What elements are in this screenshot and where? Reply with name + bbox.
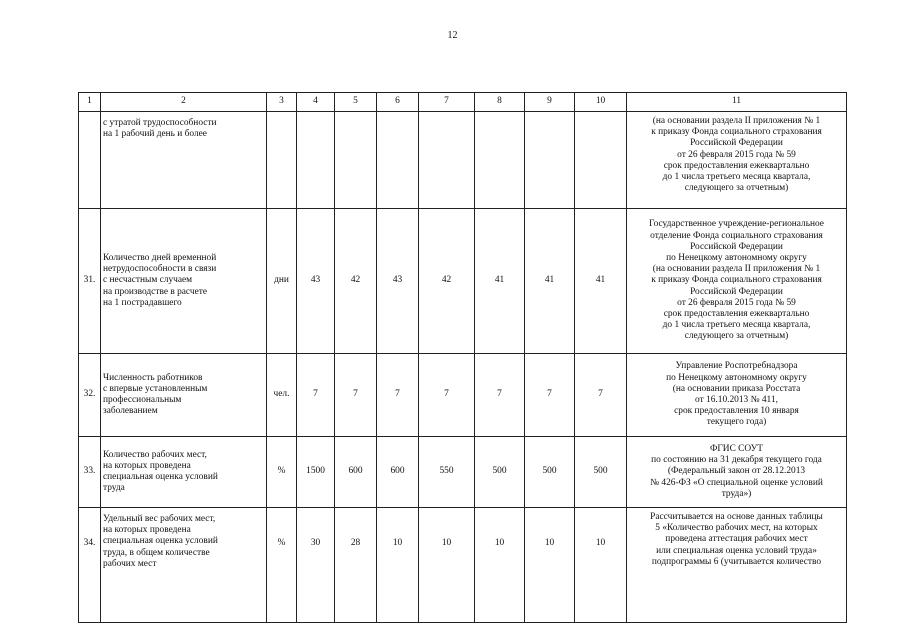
indicator-description (101, 209, 267, 354)
value-cell (377, 112, 419, 209)
text-line: Управление Роспотребнадзора (675, 361, 798, 372)
value-cell: 550 (419, 437, 475, 508)
value-cell: 600 (377, 437, 419, 508)
text-line: (на основании раздела II приложения № 1 (652, 116, 821, 126)
text-line: на производстве в расчете (103, 286, 208, 297)
text-line: до 1 числа третьего месяца квартала, (662, 172, 811, 183)
value-cell: 10 (475, 508, 525, 623)
value-cell: 7 (525, 354, 575, 437)
row-number: 32. (79, 354, 101, 437)
header-cell: 9 (525, 93, 575, 112)
value-cell (525, 112, 575, 209)
text-line: до 1 числа третьего месяца квартала, (662, 320, 811, 331)
value-cell (475, 112, 525, 209)
text-line: труда») (721, 488, 752, 499)
text-line: по Ненецкому автономному округу (666, 372, 807, 383)
text-line: от 26 февраля 2015 года № 59 (677, 297, 796, 308)
text-line: к приказу Фонда социального страхования (651, 127, 822, 138)
data-source-cell (627, 112, 847, 209)
value-cell (297, 112, 335, 209)
text-line: на которых проведена (103, 525, 191, 536)
text-line: к приказу Фонда социального страхования (651, 275, 822, 286)
unit-cell: дни (267, 209, 297, 354)
text-line: (Федеральный закон от 28.12.2013 (667, 466, 806, 477)
header-cell: 4 (297, 93, 335, 112)
text-line: с несчастным случаем (103, 275, 193, 286)
data-source-cell (627, 508, 847, 623)
text-line: Российской Федерации (690, 138, 783, 149)
text-line: отделение Фонда социального страхования (650, 230, 823, 241)
table-row-32 (79, 354, 847, 437)
text-line: проведена аттестация рабочих мест (665, 534, 808, 545)
text-line: Количество рабочих мест, (103, 449, 207, 460)
text-line: специальная оценка условий (103, 472, 218, 482)
value-cell: 500 (525, 437, 575, 508)
text-line: на которых проведена (103, 460, 191, 471)
unit-cell: % (267, 437, 297, 508)
value-cell: 7 (419, 354, 475, 437)
text-line: от 16.10.2013 № 411, (695, 395, 778, 405)
text-line: по состоянию на 31 декабря текущего года (651, 455, 822, 466)
header-cell: 8 (475, 93, 525, 112)
text-line: Рассчитывается на основе данных таблицы (650, 512, 823, 522)
value-cell (575, 112, 627, 209)
text-line: срок предоставления ежеквартально (663, 160, 810, 171)
text-line: труда (103, 483, 125, 494)
text-line: Количество дней временной (103, 252, 217, 263)
row-number: 31. (79, 209, 101, 354)
value-cell: 1500 (297, 437, 335, 508)
text-line: по Ненецкому автономному округу (666, 252, 807, 263)
row-number (79, 508, 101, 623)
header-cell: 5 (335, 93, 377, 112)
text-line: Государственное учреждение-региональное (649, 219, 824, 230)
text-line: срок предоставления ежеквартально (663, 309, 810, 319)
text-line: Численность работников (103, 372, 203, 383)
text-line: на 1 рабочий день и более (103, 129, 207, 140)
table-row-31 (79, 209, 847, 354)
header-cell: 2 (101, 93, 267, 112)
value-cell (419, 112, 475, 209)
text-line: текущего года) (706, 417, 767, 428)
value-cell: 28 (335, 508, 377, 623)
text-line: Российской Федерации (690, 241, 783, 252)
value-cell: 10 (419, 508, 475, 623)
text-line: следующего за отчетным) (684, 183, 789, 194)
text-line: труда, в общем количестве (103, 547, 210, 558)
text-line: Удельный вес рабочих мест, (103, 514, 216, 524)
text-line: профессиональным (103, 395, 182, 405)
unit-cell: чел. (267, 354, 297, 437)
text-line: ФГИС СОУТ (709, 443, 764, 454)
text-line: рабочих мест (103, 558, 157, 569)
data-source-cell (627, 209, 847, 354)
indicator-description (101, 354, 267, 437)
indicator-description (101, 508, 267, 623)
value-cell: 42 (335, 209, 377, 354)
text-line: с впервые установленным (103, 383, 208, 394)
text-line: с утратой трудоспособности (103, 118, 217, 128)
value-cell: 41 (575, 209, 627, 354)
indicator-description (101, 112, 267, 209)
text-line: специальная оценка условий (103, 536, 218, 547)
text-line: от 26 февраля 2015 года № 59 (677, 149, 796, 160)
value-cell: 30 (297, 508, 335, 623)
page-number: 12 (447, 30, 458, 41)
value-cell: 500 (475, 437, 525, 508)
data-source-cell (627, 354, 847, 437)
text-line: (на основании раздела II приложения № 1 (652, 264, 821, 275)
text-line: или специальная оценка условий труда» (656, 545, 817, 556)
text-line: (на основании приказа Росстата (672, 383, 801, 394)
table-row-continuation (79, 112, 847, 209)
header-row (79, 93, 847, 112)
value-cell: 10 (575, 508, 627, 623)
header-cell: 11 (627, 93, 847, 112)
value-cell: 43 (297, 209, 335, 354)
row-number: 33. (79, 437, 101, 508)
table-row-33 (79, 437, 847, 508)
header-cell: 10 (575, 93, 627, 112)
value-cell: 600 (335, 437, 377, 508)
row-number-cell (79, 112, 101, 209)
text-line: подпрограммы 6 (учитывается количество (651, 556, 822, 567)
header-cell: 3 (267, 93, 297, 112)
header-cell: 1 (79, 93, 101, 112)
text-line: 5 «Количество рабочих мест, на которых (655, 523, 818, 534)
value-cell: 7 (575, 354, 627, 437)
value-cell: 7 (335, 354, 377, 437)
text-line: заболеванием (103, 406, 158, 417)
data-source-cell (627, 437, 847, 508)
unit-cell (267, 112, 297, 209)
text-line: Российской Федерации (690, 286, 783, 297)
value-cell: 41 (525, 209, 575, 354)
text-line: нетрудоспособности в связи (103, 264, 217, 275)
value-cell (335, 112, 377, 209)
indicator-table (78, 92, 847, 623)
value-cell: 7 (377, 354, 419, 437)
value-cell: 500 (575, 437, 627, 508)
unit-cell: % (267, 508, 297, 623)
value-cell: 41 (475, 209, 525, 354)
text-line: срок предоставления 10 января (674, 406, 799, 417)
value-cell: 42 (419, 209, 475, 354)
value-cell: 10 (377, 508, 419, 623)
value-cell: 7 (475, 354, 525, 437)
row-number-text: 34. (83, 538, 96, 548)
text-line: № 426-ФЗ «О специальной оценке условий (650, 477, 823, 488)
indicator-description (101, 437, 267, 508)
header-cell: 6 (377, 93, 419, 112)
value-cell: 43 (377, 209, 419, 354)
text-line: следующего за отчетным) (684, 331, 789, 342)
table-row-34 (79, 508, 847, 623)
value-cell: 7 (297, 354, 335, 437)
header-cell: 7 (419, 93, 475, 112)
text-line: на 1 пострадавшего (103, 297, 182, 308)
value-cell: 10 (525, 508, 575, 623)
